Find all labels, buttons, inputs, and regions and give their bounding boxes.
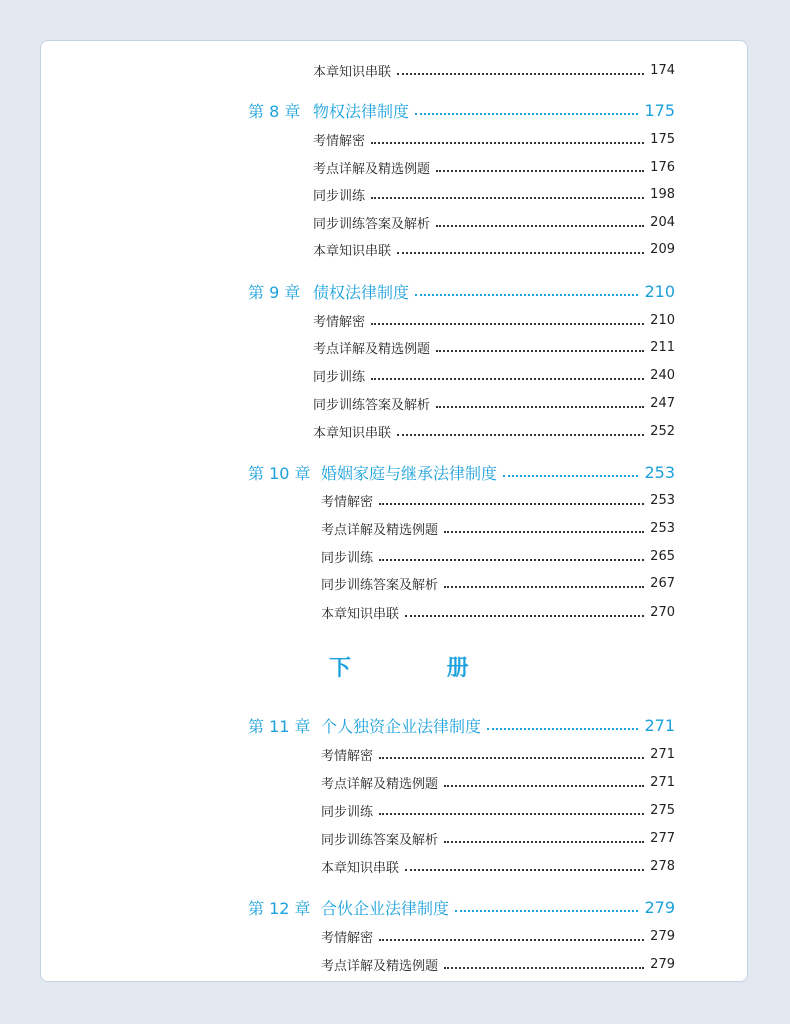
dot-leader [436,225,644,227]
dot-leader [444,586,644,588]
dot-leader [397,252,644,254]
subentry-title: 考情解密 [313,314,366,330]
dot-leader [379,813,644,815]
subentry-page-number: 271 [650,746,675,762]
chapter-number: 第 9 章 [248,282,301,302]
toc-subentry[interactable] [41,309,747,331]
dot-leader [371,142,644,144]
subentry-title: 同步训练 [321,550,374,566]
dot-leader [415,294,638,296]
chapter-title: 个人独资企业法律制度 [321,716,482,736]
dot-leader [436,350,644,352]
chapter-entry[interactable] [41,99,747,121]
subentry-page-number: 210 [650,312,675,328]
subentry-page-number: 277 [650,830,675,846]
subentry-page-number: 270 [650,604,675,620]
dot-leader [371,378,644,380]
dot-leader [487,728,638,730]
subentry-title: 考情解密 [313,133,366,149]
subentry-title: 同步训练答案及解析 [313,397,431,413]
subentry-title: 考点详解及精选例题 [321,522,439,538]
dot-leader [436,170,644,172]
toc-subentry[interactable] [41,364,747,386]
dot-leader [503,475,638,477]
chapter-title: 债权法律制度 [313,282,410,302]
dot-leader [379,939,644,941]
subentry-page-number: 253 [650,492,675,508]
toc-subentry[interactable] [41,156,747,178]
dot-leader [405,869,644,871]
chapter-entry[interactable] [41,280,747,302]
dot-leader [379,757,644,759]
subentry-title: 本章知识串联 [313,64,392,80]
subentry-title: 考情解密 [321,748,374,764]
chapter-entry[interactable] [41,896,747,918]
subentry-title: 本章知识串联 [313,243,392,259]
subentry-page-number: 174 [650,62,675,78]
toc-subentry[interactable] [41,517,747,539]
volume-heading: 下 册 [329,655,513,681]
chapter-page-number: 253 [644,462,675,482]
subentry-title: 考情解密 [321,930,374,946]
toc-subentry[interactable] [41,743,747,765]
dot-leader [455,910,638,912]
toc-subentry[interactable] [41,183,747,205]
chapter-page-number: 210 [644,281,675,301]
subentry-title: 同步训练 [313,369,366,385]
chapter-entry[interactable] [41,714,747,736]
subentry-page-number: 198 [650,186,675,202]
chapter-page-number: 271 [644,715,675,735]
chapter-page-number: 175 [644,100,675,120]
subentry-page-number: 204 [650,214,675,230]
subentry-title: 考点详解及精选例题 [321,776,439,792]
chapter-number: 第 10 章 [248,463,311,483]
toc-subentry[interactable] [41,489,747,511]
toc-subentry[interactable] [41,238,747,260]
chapter-page-number: 279 [644,897,675,917]
toc-subentry[interactable] [41,925,747,947]
subentry-title: 同步训练 [313,188,366,204]
toc-subentry[interactable] [41,572,747,594]
toc-subentry[interactable] [41,128,747,150]
toc-subentry[interactable] [41,953,747,975]
chapter-title: 合伙企业法律制度 [321,898,450,918]
subentry-page-number: 176 [650,159,675,175]
subentry-page-number: 275 [650,802,675,818]
chapter-title: 物权法律制度 [313,101,410,121]
dot-leader [444,785,644,787]
toc-subentry[interactable] [41,799,747,821]
subentry-page-number: 240 [650,367,675,383]
subentry-page-number: 247 [650,395,675,411]
subentry-title: 同步训练答案及解析 [321,832,439,848]
subentry-title: 考点详解及精选例题 [321,958,439,974]
dot-leader [405,615,644,617]
dot-leader [397,73,644,75]
toc-subentry[interactable] [41,211,747,233]
dot-leader [444,531,644,533]
subentry-title: 本章知识串联 [321,860,400,876]
subentry-page-number: 267 [650,575,675,591]
toc-subentry[interactable] [41,545,747,567]
dot-leader [379,559,644,561]
dot-leader [379,503,644,505]
subentry-page-number: 175 [650,131,675,147]
subentry-title: 考点详解及精选例题 [313,161,431,177]
subentry-page-number: 279 [650,928,675,944]
subentry-page-number: 279 [650,956,675,972]
subentry-page-number: 265 [650,548,675,564]
chapter-title: 婚姻家庭与继承法律制度 [321,463,498,483]
dot-leader [371,197,644,199]
toc-subentry[interactable] [41,827,747,849]
subentry-title: 本章知识串联 [321,606,400,622]
dot-leader [436,406,644,408]
subentry-title: 同步训练答案及解析 [313,216,431,232]
subentry-page-number: 209 [650,241,675,257]
dot-leader [415,113,638,115]
subentry-page-number: 252 [650,423,675,439]
dot-leader [444,967,644,969]
subentry-title: 同步训练答案及解析 [321,577,439,593]
subentry-page-number: 211 [650,339,675,355]
toc-page [40,40,748,982]
subentry-page-number: 253 [650,520,675,536]
subentry-page-number: 278 [650,858,675,874]
toc-subentry[interactable] [41,392,747,414]
subentry-title: 考情解密 [321,494,374,510]
toc-subentry[interactable] [41,771,747,793]
toc-subentry[interactable] [41,855,747,877]
toc-subentry[interactable] [41,601,747,623]
toc-subentry[interactable] [41,59,747,81]
chapter-number: 第 12 章 [248,898,311,918]
chapter-number: 第 8 章 [248,101,301,121]
subentry-title: 考点详解及精选例题 [313,341,431,357]
chapter-entry[interactable] [41,461,747,483]
toc-subentry[interactable] [41,420,747,442]
dot-leader [371,323,644,325]
subentry-page-number: 271 [650,774,675,790]
toc-subentry[interactable] [41,336,747,358]
dot-leader [397,434,644,436]
subentry-title: 同步训练 [321,804,374,820]
dot-leader [444,841,644,843]
chapter-number: 第 11 章 [248,716,311,736]
subentry-title: 本章知识串联 [313,425,392,441]
